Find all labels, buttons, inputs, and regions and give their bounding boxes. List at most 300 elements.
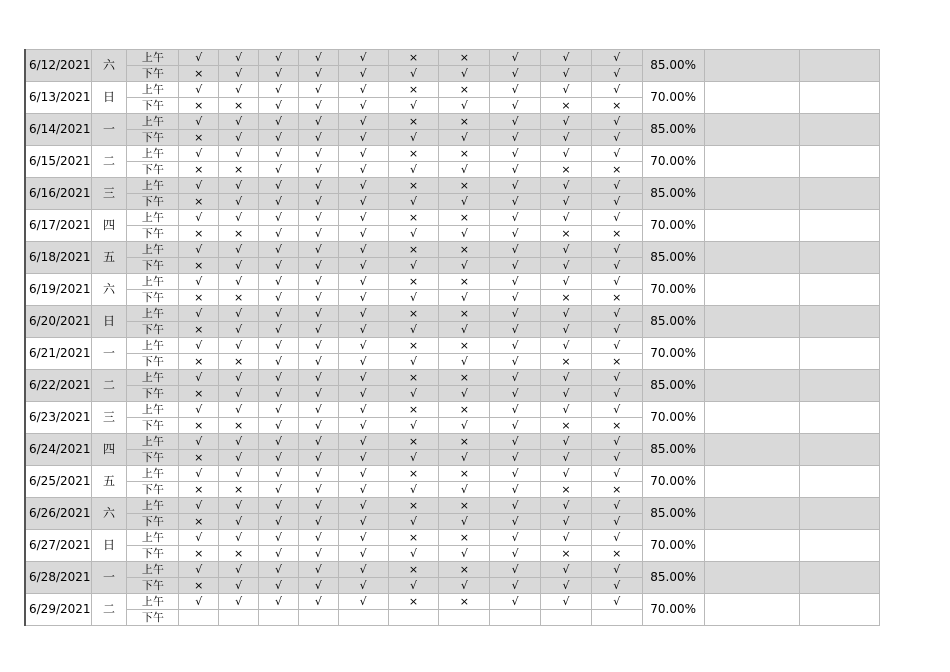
empty-cell[interactable] [800, 370, 880, 402]
pm-mark-cell[interactable]: √ [439, 98, 490, 114]
empty-cell[interactable] [800, 274, 880, 306]
am-mark-cell[interactable]: √ [541, 242, 592, 258]
pm-mark-cell[interactable]: × [591, 354, 642, 370]
am-mark-cell[interactable]: √ [219, 210, 259, 226]
pm-mark-cell[interactable]: √ [219, 386, 259, 402]
empty-cell[interactable] [704, 210, 800, 242]
am-mark-cell[interactable]: √ [591, 498, 642, 514]
date-cell[interactable]: 6/27/2021 [25, 530, 91, 562]
am-mark-cell[interactable]: √ [591, 210, 642, 226]
am-mark-cell[interactable]: √ [591, 370, 642, 386]
am-mark-cell[interactable]: √ [219, 178, 259, 194]
pm-label-cell[interactable]: 下午 [127, 98, 179, 114]
am-mark-cell[interactable]: √ [338, 594, 388, 610]
am-mark-cell[interactable]: × [388, 82, 439, 98]
am-mark-cell[interactable]: √ [219, 466, 259, 482]
am-mark-cell[interactable]: √ [298, 50, 338, 66]
pm-mark-cell[interactable]: √ [541, 450, 592, 466]
pm-mark-cell[interactable]: √ [388, 578, 439, 594]
am-mark-cell[interactable]: × [388, 594, 439, 610]
am-mark-cell[interactable]: × [439, 562, 490, 578]
pm-mark-cell[interactable]: √ [388, 354, 439, 370]
am-mark-cell[interactable]: × [439, 146, 490, 162]
am-mark-cell[interactable]: √ [591, 338, 642, 354]
pm-mark-cell[interactable]: √ [388, 98, 439, 114]
pm-mark-cell[interactable]: √ [541, 514, 592, 530]
am-mark-cell[interactable]: √ [298, 594, 338, 610]
rate-cell[interactable]: 85.00% [642, 50, 704, 82]
empty-cell[interactable] [800, 178, 880, 210]
pm-mark-cell[interactable]: √ [259, 354, 299, 370]
am-mark-cell[interactable]: √ [259, 210, 299, 226]
am-mark-cell[interactable]: × [439, 594, 490, 610]
pm-mark-cell[interactable]: √ [388, 290, 439, 306]
rate-cell[interactable]: 70.00% [642, 146, 704, 178]
weekday-cell[interactable]: 日 [91, 82, 127, 114]
am-mark-cell[interactable]: × [439, 434, 490, 450]
am-mark-cell[interactable]: √ [490, 498, 541, 514]
pm-mark-cell[interactable]: √ [219, 258, 259, 274]
empty-cell[interactable] [704, 594, 800, 626]
pm-mark-cell[interactable]: √ [338, 194, 388, 210]
am-label-cell[interactable]: 上午 [127, 242, 179, 258]
am-label-cell[interactable]: 上午 [127, 530, 179, 546]
pm-mark-cell[interactable]: √ [388, 322, 439, 338]
date-cell[interactable]: 6/13/2021 [25, 82, 91, 114]
am-mark-cell[interactable]: √ [179, 82, 219, 98]
weekday-cell[interactable]: 日 [91, 306, 127, 338]
pm-mark-cell[interactable]: √ [388, 482, 439, 498]
pm-mark-cell[interactable]: √ [219, 322, 259, 338]
pm-mark-cell[interactable]: √ [490, 226, 541, 242]
am-mark-cell[interactable]: × [388, 274, 439, 290]
pm-mark-cell[interactable] [591, 610, 642, 626]
am-mark-cell[interactable]: √ [541, 338, 592, 354]
pm-label-cell[interactable]: 下午 [127, 66, 179, 82]
am-label-cell[interactable]: 上午 [127, 370, 179, 386]
weekday-cell[interactable]: 二 [91, 594, 127, 626]
pm-mark-cell[interactable]: √ [298, 194, 338, 210]
empty-cell[interactable] [800, 338, 880, 370]
pm-mark-cell[interactable]: √ [259, 226, 299, 242]
pm-label-cell[interactable]: 下午 [127, 578, 179, 594]
pm-mark-cell[interactable]: √ [541, 258, 592, 274]
am-mark-cell[interactable]: √ [179, 178, 219, 194]
date-cell[interactable]: 6/17/2021 [25, 210, 91, 242]
am-mark-cell[interactable]: √ [259, 338, 299, 354]
pm-mark-cell[interactable]: √ [338, 98, 388, 114]
am-mark-cell[interactable]: √ [338, 82, 388, 98]
am-mark-cell[interactable]: √ [298, 562, 338, 578]
am-mark-cell[interactable]: √ [591, 306, 642, 322]
empty-cell[interactable] [704, 114, 800, 146]
pm-mark-cell[interactable]: √ [259, 322, 299, 338]
empty-cell[interactable] [800, 50, 880, 82]
am-mark-cell[interactable]: √ [219, 82, 259, 98]
am-mark-cell[interactable]: √ [338, 242, 388, 258]
am-mark-cell[interactable]: √ [259, 50, 299, 66]
am-mark-cell[interactable]: √ [259, 562, 299, 578]
pm-mark-cell[interactable]: √ [298, 482, 338, 498]
date-cell[interactable]: 6/14/2021 [25, 114, 91, 146]
date-cell[interactable]: 6/16/2021 [25, 178, 91, 210]
am-mark-cell[interactable]: √ [541, 178, 592, 194]
pm-mark-cell[interactable]: √ [490, 322, 541, 338]
am-mark-cell[interactable]: √ [259, 466, 299, 482]
pm-mark-cell[interactable]: × [179, 194, 219, 210]
pm-mark-cell[interactable]: × [541, 546, 592, 562]
date-cell[interactable]: 6/29/2021 [25, 594, 91, 626]
am-mark-cell[interactable]: √ [259, 498, 299, 514]
empty-cell[interactable] [800, 146, 880, 178]
am-mark-cell[interactable]: √ [219, 242, 259, 258]
pm-mark-cell[interactable]: √ [298, 98, 338, 114]
pm-mark-cell[interactable]: √ [298, 322, 338, 338]
pm-mark-cell[interactable]: √ [298, 418, 338, 434]
am-label-cell[interactable]: 上午 [127, 274, 179, 290]
am-mark-cell[interactable]: √ [541, 530, 592, 546]
am-mark-cell[interactable]: √ [338, 530, 388, 546]
empty-cell[interactable] [704, 434, 800, 466]
am-mark-cell[interactable]: √ [298, 178, 338, 194]
am-label-cell[interactable]: 上午 [127, 562, 179, 578]
pm-mark-cell[interactable]: × [179, 322, 219, 338]
pm-mark-cell[interactable]: √ [259, 482, 299, 498]
am-label-cell[interactable]: 上午 [127, 114, 179, 130]
pm-mark-cell[interactable]: √ [338, 578, 388, 594]
empty-cell[interactable] [800, 82, 880, 114]
pm-mark-cell[interactable]: √ [591, 450, 642, 466]
weekday-cell[interactable]: 二 [91, 146, 127, 178]
pm-mark-cell[interactable]: √ [439, 66, 490, 82]
empty-cell[interactable] [800, 594, 880, 626]
am-mark-cell[interactable]: √ [338, 306, 388, 322]
pm-mark-cell[interactable]: √ [259, 130, 299, 146]
am-mark-cell[interactable]: √ [259, 594, 299, 610]
pm-mark-cell[interactable]: √ [338, 386, 388, 402]
empty-cell[interactable] [800, 402, 880, 434]
am-mark-cell[interactable]: √ [541, 82, 592, 98]
pm-mark-cell[interactable]: √ [490, 130, 541, 146]
am-mark-cell[interactable]: √ [259, 306, 299, 322]
empty-cell[interactable] [704, 338, 800, 370]
pm-mark-cell[interactable]: × [179, 290, 219, 306]
pm-mark-cell[interactable]: √ [338, 226, 388, 242]
pm-mark-cell[interactable]: √ [490, 418, 541, 434]
pm-label-cell[interactable]: 下午 [127, 290, 179, 306]
empty-cell[interactable] [704, 498, 800, 530]
pm-mark-cell[interactable]: √ [338, 450, 388, 466]
pm-mark-cell[interactable]: √ [388, 514, 439, 530]
am-mark-cell[interactable]: × [439, 82, 490, 98]
pm-mark-cell[interactable]: √ [338, 290, 388, 306]
am-label-cell[interactable]: 上午 [127, 178, 179, 194]
am-mark-cell[interactable]: × [439, 498, 490, 514]
am-mark-cell[interactable]: × [439, 178, 490, 194]
am-mark-cell[interactable]: √ [298, 242, 338, 258]
pm-mark-cell[interactable]: √ [490, 98, 541, 114]
am-mark-cell[interactable]: √ [490, 466, 541, 482]
pm-mark-cell[interactable]: × [179, 546, 219, 562]
pm-mark-cell[interactable]: √ [591, 386, 642, 402]
am-mark-cell[interactable]: √ [591, 114, 642, 130]
am-mark-cell[interactable]: × [388, 242, 439, 258]
empty-cell[interactable] [800, 498, 880, 530]
pm-mark-cell[interactable]: √ [490, 66, 541, 82]
pm-mark-cell[interactable] [338, 610, 388, 626]
pm-mark-cell[interactable]: √ [439, 546, 490, 562]
am-mark-cell[interactable]: × [439, 50, 490, 66]
am-mark-cell[interactable]: × [439, 210, 490, 226]
am-mark-cell[interactable]: √ [179, 466, 219, 482]
pm-mark-cell[interactable]: × [591, 482, 642, 498]
empty-cell[interactable] [704, 402, 800, 434]
am-mark-cell[interactable]: √ [338, 178, 388, 194]
am-label-cell[interactable]: 上午 [127, 306, 179, 322]
am-mark-cell[interactable]: √ [338, 274, 388, 290]
pm-mark-cell[interactable]: √ [591, 194, 642, 210]
pm-mark-cell[interactable]: × [179, 450, 219, 466]
pm-mark-cell[interactable]: √ [439, 322, 490, 338]
empty-cell[interactable] [800, 114, 880, 146]
am-mark-cell[interactable]: √ [591, 466, 642, 482]
am-mark-cell[interactable]: √ [298, 210, 338, 226]
weekday-cell[interactable]: 四 [91, 434, 127, 466]
pm-mark-cell[interactable]: × [541, 162, 592, 178]
pm-mark-cell[interactable]: √ [591, 578, 642, 594]
am-mark-cell[interactable]: √ [338, 498, 388, 514]
am-mark-cell[interactable]: √ [591, 274, 642, 290]
am-mark-cell[interactable]: √ [490, 530, 541, 546]
pm-mark-cell[interactable]: √ [298, 258, 338, 274]
pm-mark-cell[interactable]: √ [490, 290, 541, 306]
am-label-cell[interactable]: 上午 [127, 82, 179, 98]
pm-mark-cell[interactable]: × [179, 162, 219, 178]
am-mark-cell[interactable]: √ [541, 466, 592, 482]
pm-mark-cell[interactable]: √ [219, 66, 259, 82]
pm-mark-cell[interactable]: × [541, 418, 592, 434]
am-mark-cell[interactable]: √ [591, 50, 642, 66]
date-cell[interactable]: 6/18/2021 [25, 242, 91, 274]
pm-mark-cell[interactable]: × [179, 226, 219, 242]
am-mark-cell[interactable]: √ [259, 370, 299, 386]
am-mark-cell[interactable]: × [388, 210, 439, 226]
pm-mark-cell[interactable]: × [179, 386, 219, 402]
am-mark-cell[interactable]: √ [179, 370, 219, 386]
am-mark-cell[interactable]: √ [591, 562, 642, 578]
pm-mark-cell[interactable]: √ [219, 514, 259, 530]
am-mark-cell[interactable]: √ [490, 370, 541, 386]
am-mark-cell[interactable]: √ [219, 562, 259, 578]
pm-mark-cell[interactable]: √ [439, 386, 490, 402]
pm-mark-cell[interactable]: × [179, 98, 219, 114]
pm-label-cell[interactable]: 下午 [127, 194, 179, 210]
am-mark-cell[interactable]: √ [298, 370, 338, 386]
am-mark-cell[interactable]: × [388, 370, 439, 386]
am-mark-cell[interactable]: √ [179, 146, 219, 162]
am-mark-cell[interactable]: √ [490, 594, 541, 610]
empty-cell[interactable] [704, 530, 800, 562]
am-mark-cell[interactable]: √ [490, 274, 541, 290]
am-label-cell[interactable]: 上午 [127, 146, 179, 162]
am-mark-cell[interactable]: √ [259, 530, 299, 546]
pm-mark-cell[interactable]: √ [219, 130, 259, 146]
pm-mark-cell[interactable]: √ [259, 66, 299, 82]
pm-mark-cell[interactable]: √ [338, 418, 388, 434]
pm-mark-cell[interactable]: √ [541, 194, 592, 210]
am-mark-cell[interactable]: √ [298, 338, 338, 354]
pm-mark-cell[interactable]: √ [439, 450, 490, 466]
pm-mark-cell[interactable]: √ [388, 226, 439, 242]
date-cell[interactable]: 6/12/2021 [25, 50, 91, 82]
pm-mark-cell[interactable] [439, 610, 490, 626]
pm-mark-cell[interactable]: × [591, 546, 642, 562]
am-mark-cell[interactable]: √ [179, 50, 219, 66]
pm-mark-cell[interactable]: × [541, 290, 592, 306]
am-mark-cell[interactable]: √ [298, 530, 338, 546]
pm-mark-cell[interactable]: √ [259, 162, 299, 178]
pm-mark-cell[interactable]: √ [439, 258, 490, 274]
am-mark-cell[interactable]: √ [259, 274, 299, 290]
am-mark-cell[interactable]: √ [541, 50, 592, 66]
pm-mark-cell[interactable]: √ [259, 418, 299, 434]
am-mark-cell[interactable]: × [439, 306, 490, 322]
am-mark-cell[interactable]: √ [591, 178, 642, 194]
pm-mark-cell[interactable]: × [219, 418, 259, 434]
rate-cell[interactable]: 70.00% [642, 274, 704, 306]
rate-cell[interactable]: 85.00% [642, 242, 704, 274]
am-mark-cell[interactable]: √ [219, 498, 259, 514]
empty-cell[interactable] [800, 530, 880, 562]
rate-cell[interactable]: 85.00% [642, 114, 704, 146]
empty-cell[interactable] [704, 562, 800, 594]
empty-cell[interactable] [800, 306, 880, 338]
pm-mark-cell[interactable]: √ [219, 194, 259, 210]
pm-mark-cell[interactable]: √ [298, 162, 338, 178]
empty-cell[interactable] [800, 466, 880, 498]
pm-mark-cell[interactable]: × [179, 482, 219, 498]
am-mark-cell[interactable]: √ [541, 402, 592, 418]
am-label-cell[interactable]: 上午 [127, 594, 179, 610]
pm-mark-cell[interactable]: √ [298, 578, 338, 594]
am-mark-cell[interactable]: √ [298, 402, 338, 418]
pm-mark-cell[interactable]: √ [298, 66, 338, 82]
am-label-cell[interactable]: 上午 [127, 210, 179, 226]
am-mark-cell[interactable]: × [388, 306, 439, 322]
pm-mark-cell[interactable]: × [591, 162, 642, 178]
am-mark-cell[interactable]: √ [179, 402, 219, 418]
pm-mark-cell[interactable]: √ [388, 130, 439, 146]
pm-label-cell[interactable]: 下午 [127, 226, 179, 242]
pm-mark-cell[interactable]: × [179, 66, 219, 82]
date-cell[interactable]: 6/26/2021 [25, 498, 91, 530]
am-mark-cell[interactable]: √ [490, 50, 541, 66]
empty-cell[interactable] [704, 370, 800, 402]
am-mark-cell[interactable]: √ [259, 146, 299, 162]
am-mark-cell[interactable]: √ [298, 434, 338, 450]
pm-mark-cell[interactable]: √ [591, 258, 642, 274]
am-mark-cell[interactable]: √ [490, 178, 541, 194]
am-mark-cell[interactable]: √ [338, 210, 388, 226]
am-mark-cell[interactable]: × [388, 402, 439, 418]
pm-mark-cell[interactable]: √ [490, 514, 541, 530]
pm-mark-cell[interactable]: √ [259, 514, 299, 530]
pm-mark-cell[interactable]: √ [338, 130, 388, 146]
pm-mark-cell[interactable]: √ [388, 258, 439, 274]
rate-cell[interactable]: 70.00% [642, 530, 704, 562]
pm-mark-cell[interactable]: √ [259, 386, 299, 402]
rate-cell[interactable]: 85.00% [642, 306, 704, 338]
pm-mark-cell[interactable]: √ [388, 162, 439, 178]
pm-mark-cell[interactable] [259, 610, 299, 626]
empty-cell[interactable] [800, 210, 880, 242]
am-mark-cell[interactable]: √ [259, 434, 299, 450]
date-cell[interactable]: 6/24/2021 [25, 434, 91, 466]
am-mark-cell[interactable]: √ [490, 82, 541, 98]
pm-mark-cell[interactable]: √ [439, 418, 490, 434]
pm-mark-cell[interactable]: √ [338, 354, 388, 370]
am-mark-cell[interactable]: √ [338, 370, 388, 386]
am-mark-cell[interactable]: √ [541, 562, 592, 578]
am-mark-cell[interactable]: √ [591, 146, 642, 162]
empty-cell[interactable] [704, 306, 800, 338]
rate-cell[interactable]: 85.00% [642, 562, 704, 594]
pm-mark-cell[interactable] [298, 610, 338, 626]
am-mark-cell[interactable]: √ [541, 370, 592, 386]
pm-mark-cell[interactable]: √ [490, 482, 541, 498]
am-mark-cell[interactable]: √ [179, 434, 219, 450]
pm-mark-cell[interactable]: √ [591, 514, 642, 530]
pm-mark-cell[interactable]: × [591, 226, 642, 242]
pm-mark-cell[interactable]: × [219, 226, 259, 242]
pm-mark-cell[interactable]: √ [219, 450, 259, 466]
pm-mark-cell[interactable] [179, 610, 219, 626]
pm-mark-cell[interactable]: √ [338, 482, 388, 498]
rate-cell[interactable]: 85.00% [642, 370, 704, 402]
am-mark-cell[interactable]: √ [338, 50, 388, 66]
empty-cell[interactable] [704, 242, 800, 274]
am-mark-cell[interactable]: √ [219, 114, 259, 130]
am-mark-cell[interactable]: × [388, 498, 439, 514]
pm-mark-cell[interactable] [490, 610, 541, 626]
pm-mark-cell[interactable]: √ [439, 290, 490, 306]
pm-mark-cell[interactable] [541, 610, 592, 626]
am-mark-cell[interactable]: √ [219, 370, 259, 386]
am-mark-cell[interactable]: × [388, 562, 439, 578]
am-mark-cell[interactable]: √ [179, 594, 219, 610]
pm-mark-cell[interactable]: √ [259, 290, 299, 306]
am-mark-cell[interactable]: √ [219, 306, 259, 322]
am-mark-cell[interactable]: √ [298, 114, 338, 130]
pm-mark-cell[interactable]: × [541, 226, 592, 242]
am-mark-cell[interactable]: × [439, 530, 490, 546]
pm-mark-cell[interactable]: √ [439, 578, 490, 594]
am-mark-cell[interactable]: √ [219, 402, 259, 418]
pm-label-cell[interactable]: 下午 [127, 482, 179, 498]
am-mark-cell[interactable]: √ [219, 274, 259, 290]
am-label-cell[interactable]: 上午 [127, 50, 179, 66]
am-mark-cell[interactable]: √ [490, 562, 541, 578]
am-mark-cell[interactable]: √ [490, 434, 541, 450]
weekday-cell[interactable]: 六 [91, 274, 127, 306]
am-mark-cell[interactable]: × [388, 50, 439, 66]
pm-mark-cell[interactable]: × [219, 482, 259, 498]
date-cell[interactable]: 6/21/2021 [25, 338, 91, 370]
am-mark-cell[interactable]: √ [490, 210, 541, 226]
pm-mark-cell[interactable]: √ [298, 386, 338, 402]
date-cell[interactable]: 6/22/2021 [25, 370, 91, 402]
am-mark-cell[interactable]: √ [179, 562, 219, 578]
